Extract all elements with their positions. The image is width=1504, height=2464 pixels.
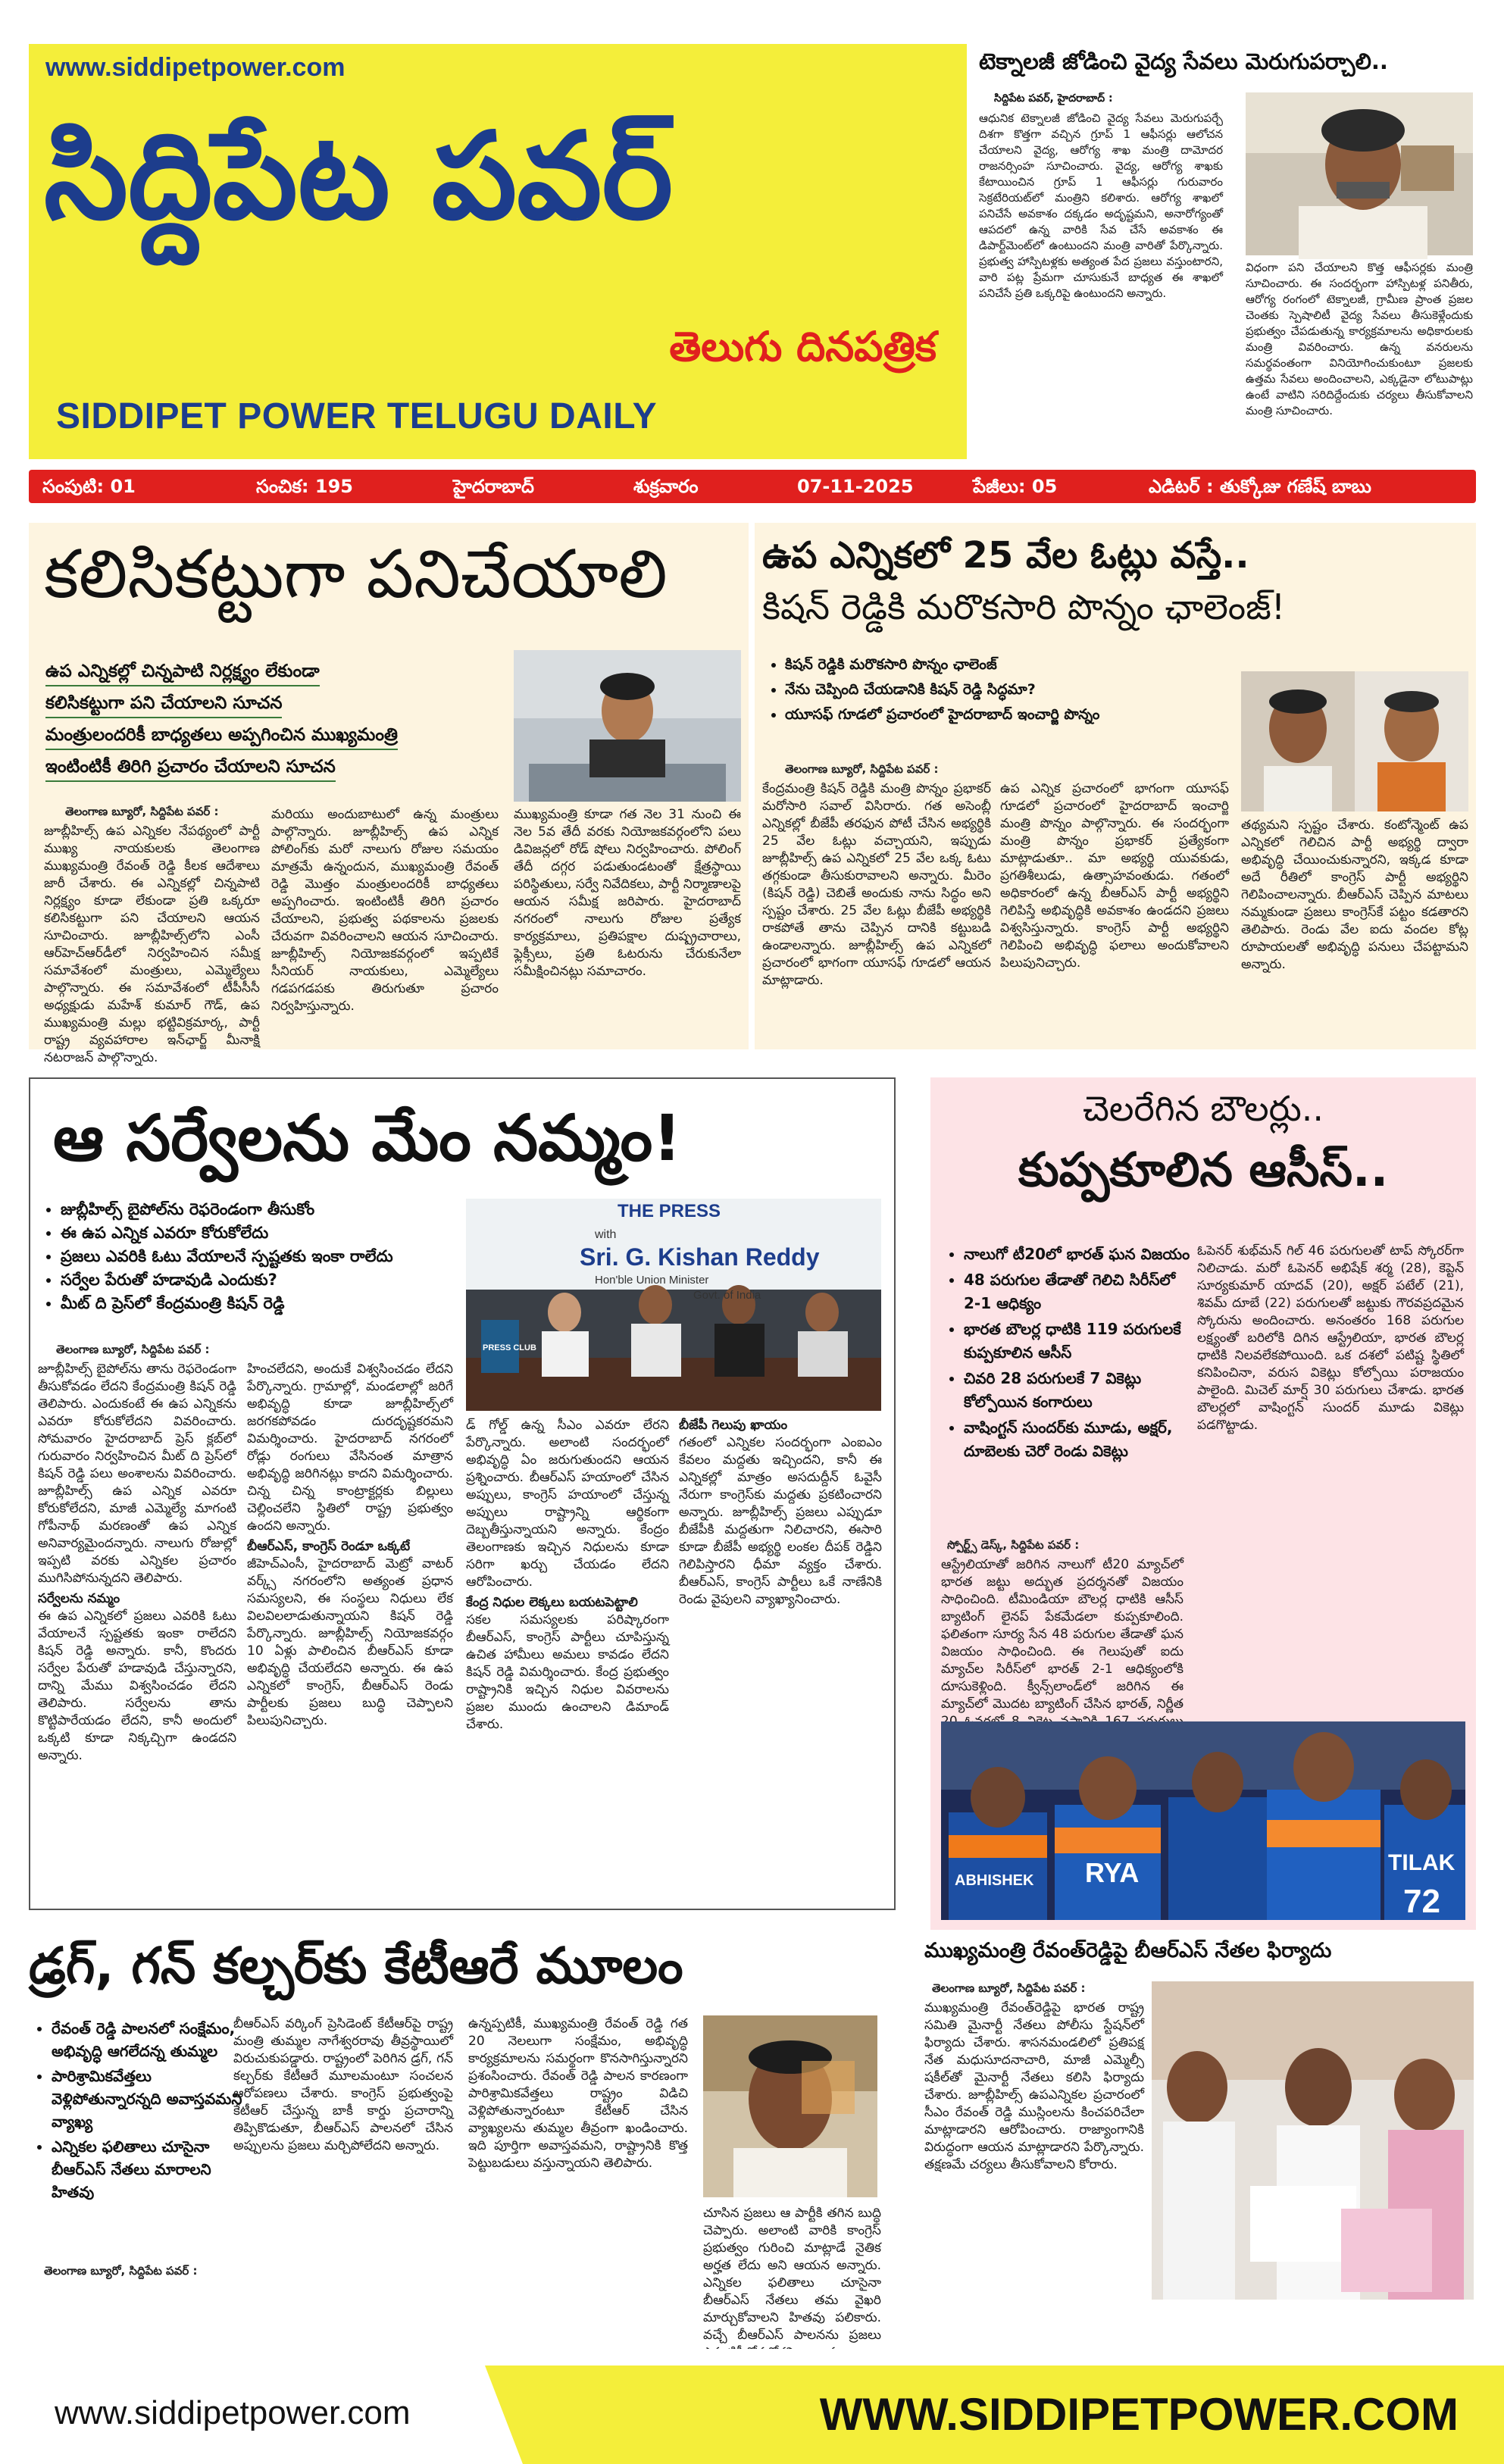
cricket-col1: ఆస్ట్రేలియాతో జరిగిన నాలుగో టీ20 మ్యాచ్‌లో భారత జట్టు అద్భుత ప్రదర్శనతో విజయం సాధించింది. టీమిండియా బౌలర్ల ధాటికి ఆసీస్ బ్యాటింగ్ లైనప్ పేకమేడలా కుప్పకూలింది. ఫలితంగా సూర్య సేన 48 పరుగుల తేడాతో ఘన విజయం సాధించింది. ఈ గెలుపుతో ఐదు మ్యాచ్‌ల సిరీస్‌లో భారత్ 2-1 ఆధిక్యంలోకి దూసుకెళ్లింది. క్వీన్స్‌లాండ్‌లో జరిగిన ఈ మ్యాచ్‌లో మొదట బ్యాటింగ్ చేసిన భారత్, నిర్ణీత bbox=[941, 1557, 1184, 1712]
story-right-col2: ఉప ఎన్నిక ప్రచారంలో భాగంగా యూసఫ్ గూడలో ప్రచారంలో హైదరాబాద్ ఇంచార్జి మంత్రి పొన్నం పాల్గొన్నారు. ఈ సందర్భంగా మంత్రి పొన్నం ప్రభాకర్ ప్రత్యేకంగా మాట్లాడుతూ.. మా అభ్యర్థి యువకుడు, ప్రగతిశీలుడు, ఉత్సాహవంతుడు. గతంలో అధికారంలో ఉన్న బీఆర్ఎస్ పార్టీ అభ్యర్థిని గెలిపిస్తే అభివృద్ధికి అవకాశం ఉండదని ప్రజలు విశ్వసిస్తున్నారు. కాంగ్రెస్ పార్టీ అభ్యర్థిని గెలిపించి అభివృద్ధి ఫలాలు అందుకోవాలని పిలుపునిచ్చారు. bbox=[1000, 781, 1229, 971]
jersey-text: RYA bbox=[1085, 1857, 1140, 1888]
brs-leaders-photo bbox=[1152, 1981, 1474, 2300]
cricket-kicker: చెలరేగిన బౌలర్లు.. bbox=[1082, 1088, 1324, 1129]
survey-subhead: కేంద్ర నిధుల లెక్కలు బయటపెట్టాలి bbox=[466, 1595, 638, 1610]
info-issue: సంచిక: 195 bbox=[256, 476, 353, 497]
survey-bullet: • జుబ్లీహిల్స్ బైపోల్‌ను రెఫరెండంగా తీసుకోం bbox=[61, 1199, 485, 1220]
jersey-text: ABHISHEK bbox=[955, 1872, 1034, 1889]
story-left-subhead: ఇంటింటికీ తిరిగి ప్రచారం చేయాలని సూచన bbox=[45, 753, 336, 782]
survey-subhead: బీఆర్ఎస్, కాంగ్రెస్ రెండూ ఒక్కటే bbox=[247, 1539, 411, 1554]
story-left-byline: తెలంగాణ బ్యూరో, సిద్దిపేట పవర్ : bbox=[65, 805, 219, 818]
story-right-col3: తథ్యమని స్పష్టం చేశారు. కంటోన్మెంట్ ఉప ఎన్నికలో గెలిచిన పార్టీ అభ్యర్థి ద్వారా అభివృద్ధి చేయించుకున్నారని, ఇక్కడ కూడా అదే రీతిలో కాంగ్రెస్ పార్టీ అభ్యర్థిని గెలిపించాలన్నారు. బీఆర్ఎస్ చెప్పిన మాటలు నమ్మకుండా ప్రజలు కాంగ్రెస్‌కే పట్టం కడతారని తెలిపారు. రెండు వేల ఐదు వందల కోట్ల రూపాయలతో అభివృద్ధి పనులు చేపట్టామని అన్నారు. bbox=[1241, 818, 1468, 972]
survey-bullet: • సర్వేల పేరుతో హడావుడి ఎందుకు? bbox=[61, 1269, 485, 1290]
cricket-bullet: • వాషింగ్టన్ సుందర్‌కు మూడు, అక్షర్, దూబెలకు చెరో రెండు వికెట్లు bbox=[964, 1416, 1191, 1463]
complaint-story bbox=[924, 1936, 1477, 2303]
story-left-col3: ముఖ్యమంత్రి కూడా గత నెల 31 నుంచి ఈ నెల 5వ తేదీ వరకు నియోజకవర్గంలోని పలు డివిజన్లలో రోడ్ షోలు నిర్వహించారు. పోలింగ్ తేదీ దగ్గర పడుతుండటంతో క్షేత్రస్థాయి పరిస్థితులు, సర్వే నివేదికలు, పార్టీ నిర్మాణాలపై ఆయన సమీక్ష జరిపారు. హైదరాబాద్ నగరంలో నాలుగు రోజుల ప్రత్యేక కార్యక్రమాలు, ప్రతిపక్షాల దుష్ప్రచారాలు, ఫ్లెక్సీలు, ప్రతి ఓటరును చేరుకునేలా సమీక్షించినట్లు సమాచారం. bbox=[514, 807, 741, 979]
cricket-bullet: • నాలుగో టీ20లో భారత్ ఘన విజయం bbox=[964, 1243, 1191, 1266]
cricket-headline: కుప్పకూలిన ఆసీస్.. bbox=[1018, 1142, 1389, 1197]
survey-bullet: • ఈ ఉప ఎన్నిక ఎవరూ కోరుకోలేదు bbox=[61, 1222, 485, 1243]
story-left-col2: మరియు అందుబాటులో ఉన్న మంత్రులు పాల్గొన్నారు. జూబ్లీహిల్స్ ఉప ఎన్నిక పోలింగ్‌కు మరో నాలుగు రోజుల సమయం మాత్రమే ఉన్నందున, ముఖ్యమంత్రి రేవంత్ రెడ్డి మొత్తం మంత్రులందరికీ బాధ్యతలు అప్పగించారు. ఇంటింటికీ తిరిగి ప్రచారం చేయాలని, ప్రభుత్వ పథకాలను ప్రజలకు చేరువగా వివరించాలని ఆయన సూచించారు. జూబ్లీహిల్స్ నియోజకవర్గంలో ఇప్పటికే సీనియర్ నాయకులు, ఎమ్మెల్యేలు గడపగడపకు తిరుగుతూ ప్రచారం నిర్వహిస్తున్నారు. bbox=[271, 807, 499, 1014]
survey-col2 bbox=[247, 1361, 453, 1903]
minister-photo bbox=[1246, 92, 1473, 255]
cricket-team-photo bbox=[941, 1721, 1465, 1920]
survey-bullets bbox=[38, 1199, 485, 1316]
story-left-subhead: ఉప ఎన్నికల్లో చిన్నపాటి నిర్లక్ష్యం లేకుండా bbox=[45, 658, 320, 686]
drug-byline: తెలంగాణ బ్యూరో, సిద్దిపేట పవర్ : bbox=[44, 2264, 198, 2278]
info-day: శుక్రవారం bbox=[633, 476, 699, 497]
survey-col3-text: డ్ గోల్డ్ ఉన్న సీఎం ఎవరూ లేరని పేర్కొన్నారు. అలాంటి సందర్భంలో అభివృద్ధి ఏం జరుగుతుందని ఆయన ప్రశ్నించారు. బీఆర్ఎస్ హయాంలో చేసిన అప్పులు, కాంగ్రెస్ హయాంలో చేస్తున్న అప్పులు రాష్ట్రాన్ని ఆర్థికంగా దెబ్బతీస్తున్నాయని అన్నారు. కేంద్రం తెలంగాణకు ఇచ్చిన నిధులను కూడా సరిగా ఖర్చు చేయడం లేదని ఆరోపించారు. bbox=[466, 1418, 669, 1590]
story-right-bullets bbox=[762, 653, 1255, 728]
story-left bbox=[29, 523, 749, 1065]
survey-col1-text: జూబ్లీహిల్స్ బైపోల్‌ను తాను రెఫరెండంగా తీసుకోవడం లేదని కేంద్రమంత్రి కిషన్ రెడ్డి తెలిపారు. ఎందుకంటే ఈ ఉప ఎన్నికను ఎవరూ కోరుకోలేదని వివరించారు. సోమవారం హైదరాబాద్ ప్రెస్ క్లబ్‌లో గురువారం నిర్వహించిన మీట్ ది ప్రెస్‌లో కిషన్ రెడ్డి పలు అంశాలను వివరించారు. జూబ్లీహిల్స్ ఉప ఎన్నిక ఎవరూ కోరుకోలేదని, మాజీ ఎమ్మెల్యే మాగంటి గోపీనాథ్ మరణంతో ఉప ఎన్నిక అనివార్యమైందన్నారు. నాలుగు రోజుల్లో ఇప్పటి వరకు ఎన్నికల ప్రచారం ముగిసిపోనున్నదని తెలిపారు. bbox=[38, 1362, 236, 1586]
footer-website-small[interactable]: www.siddipetpower.com bbox=[55, 2394, 411, 2431]
drug-col2: ఉన్నప్పటికీ, ముఖ్యమంత్రి రేవంత్ రెడ్డి గత 20 నెలలుగా సంక్షేమం, అభివృద్ధి కార్యక్రమాలను సమర్థంగా కొనసాగిస్తున్నారని ప్రశంసించారు. రేవంత్ రెడ్డి పాలన కారణంగా పారిశ్రామికవేత్తలు రాష్ట్రం విడిచి వెళ్లిపోతున్నారంటూ కేటీఆర్ చేసిన వ్యాఖ్యలను తుమ్మల తీవ్రంగా ఖండించారు. ఇది పూర్తిగా అవాస్తవమని, రాష్ట్రానికి కొత్త పెట్టుబడులు వస్తున్నాయని తెలిపారు. bbox=[468, 2016, 688, 2171]
survey-bullet: • ప్రజలు ఎవరికి ఓటు వేయాలనే స్పష్టతకు ఇంకా రాలేదు bbox=[61, 1246, 485, 1267]
drug-story bbox=[29, 1932, 900, 2343]
info-editor: ఎడిటర్ : తుక్కోజు గణేష్ బాబు bbox=[1149, 476, 1371, 497]
masthead-tagline: తెలుగు దినపత్రిక bbox=[669, 323, 936, 371]
story-right-bullet: • కిషన్ రెడ్డికి మరొకసారి పొన్నం ఛాలెంజ్ bbox=[785, 653, 1255, 676]
drug-bullets bbox=[29, 2017, 250, 2206]
complaint-headline: ముఖ్యమంత్రి రేవంత్‌రెడ్డిపై బీఆర్ఎస్ నేతల ఫిర్యాదు bbox=[924, 1939, 1332, 1962]
top-right-headline: టెక్నాలజీ జోడించి వైద్య సేవలు మెరుగుపర్చాలి.. bbox=[979, 48, 1388, 74]
masthead bbox=[29, 44, 967, 459]
cricket-col2: ఓపెనర్ శుభ్‌మన్ గిల్ 46 పరుగులతో టాప్ స్కోరర్‌గా నిలిచాడు. మరో ఓపెనర్ అభిషేక్ శర్మ (28), కెప్టెన్ సూర్యకుమార్ యాదవ్ (20), అక్షర్ పటేల్ (21), శివమ్ దూబే (22) పరుగులతో జట్టుకు గౌరవప్రదమైన స్కోరును అందించారు. అనంతరం 168 పరుగుల లక్ష్యంతో బరిలోకి దిగిన ఆస్ట్రేలియా, భారత బౌలర్ల ధాటికి నిలవలేకపోయింది. ఒక దశలో పటిష్ట స్థితిలో కనిపించినా, వరుస వికెట్లు కోల్పోయి పరాజయం పాలైంది. మిచెల్ మార్ష్ 30 పరుగులు చేశాడు. భారత బౌలర్లలో వాషింగ్టన్ సుందర్ మూడు వికెట్లు పడగొట్టాడు. bbox=[1197, 1243, 1464, 1433]
story-left-subheads bbox=[45, 658, 515, 782]
survey-headline: ఆ సర్వేలను మేం నమ్మం! bbox=[53, 1101, 682, 1175]
drug-bullet: • పారిశ్రామికవేత్తలు వెళ్లిపోతున్నారన్నది అవాస్తవమని వ్యాఖ్య bbox=[52, 2065, 250, 2133]
info-city: హైదరాబాద్ bbox=[453, 476, 534, 497]
survey-col1 bbox=[38, 1361, 236, 1903]
survey-bullet: • మీట్ ది ప్రెస్‌లో కేంద్రమంత్రి కిషన్ రెడ్డి bbox=[61, 1293, 485, 1314]
survey-col2-text: హించలేదని, అందుకే విశ్వసించడం లేదని పేర్కొన్నారు. గ్రామాల్లో, మండలాల్లో జరిగే అభివృద్ధి కూడా జూబ్లీహిల్స్‌లో జరగకపోవడం దురదృష్టకరమని విమర్శించారు. హైదరాబాద్ నగరంలో రోడ్లు రంగులు వేసినంత మాత్రాన అభివృద్ధి జరిగినట్లు కాదని విమర్శించారు. చిన్న చిన్న కాంట్రాక్టర్లకు బిల్లులు చెల్లించలేని స్థితిలో రాష్ట్ర ప్రభుత్వం ఉందని అన్నారు. bbox=[247, 1362, 453, 1534]
story-right-bullet: • యూసఫ్ గూడలో ప్రచారంలో హైదరాబాద్ ఇంచార్జి పొన్నం bbox=[785, 703, 1255, 726]
footer-website-large[interactable]: WWW.SIDDIPETPOWER.COM bbox=[819, 2389, 1459, 2440]
top-right-byline: సిద్దిపేట పవర్, హైదరాబాద్ : bbox=[994, 92, 1113, 105]
press-banner-text: Sri. G. Kishan Reddy bbox=[580, 1243, 820, 1271]
info-volume: సంపుటి: 01 bbox=[42, 476, 136, 497]
cricket-story bbox=[930, 1077, 1476, 1930]
survey-byline: తెలంగాణ బ్యూరో, సిద్దిపేట పవర్ : bbox=[56, 1343, 210, 1356]
top-right-col2: విధంగా పని చేయాలని కొత్త ఆఫీసర్లకు మంత్రి సూచించారు. ఈ సందర్భంగా హాస్పిటళ్ల పనితీరు, ఆరోగ్య రంగంలో టెక్నాలజీ, గ్రామీణ ప్రాంత ప్రజల చెంతకు స్పెషాలిటీ వైద్య సేవలు తీసుకెళ్లేందుకు ప్రభుత్వం చేపడుతున్న కార్యక్రమాలను అధికారులకు మంత్రి వివరించారు. ఉన్న వనరులను సమర్థవంతంగా వినియోగించుకుంటూ ప్రజలకు ఉత్తమ సేవలు అందించాలని, ఎక్కడైనా లోటుపాట్లు ఉంటే వాటిని సరిదిద్దేందుకు చర్యలు తీసుకోవాలని మంత్రి సూచించారు. bbox=[1246, 261, 1473, 417]
story-left-subhead: మంత్రులందరికీ బాధ్యతలు అప్పగించిన ముఖ్యమంత్రి bbox=[45, 721, 398, 750]
story-left-subhead: కలిసికట్టుగా పని చేయాలని సూచన bbox=[45, 689, 282, 718]
top-right-story bbox=[979, 44, 1475, 459]
top-right-col1: ఆధునిక టెక్నాలజీ జోడించి వైద్య సేవలు మెరుగుపర్చే దిశగా కొత్తగా వచ్చిన గ్రూప్‌ 1 ఆఫీసర్లు ఆలోచన చేయాలని వైద్య, ఆరోగ్య శాఖ మంత్రి దామోదర రాజనర్సింహ సూచించారు. వైద్య, ఆరోగ్య శాఖకు కేటాయించిన గ్రూప్‌ 1 ఆఫీసర్లు గురువారం సెక్రటేరియట్‌లో మంత్రిని కలిశారు. ఆరోగ్య శాఖలో పనిచేసే అవకాశం దక్కడం అదృష్టమని, అనారోగ్యంతో ఆపదలో ఉన్న వారికి సేవ చేసే అవకాశం ఈ డిపార్ట్‌మెంట్‌లో ఉంటుందని మంత్రి వారితో పేర్కొన్నారు. ప్రభుత్వ హాస్పిటళ్లకు అత్యంత పేద ప్రజలు వస్తుంటారని, వారి పట్ల ప్రేమగా చూసుకునే బాధ్యత ఈ శాఖలో పనిచేసే ప్రతి ఒక్కరిపై ఉంటుందని అన్నారు. bbox=[979, 111, 1223, 300]
complaint-text: ముఖ్యమంత్రి రేవంత్‌రెడ్డిపై భారత రాష్ట్ర సమితి మైనార్టీ నేతలు పోలీసు స్టేషన్‌లో ఫిర్యాదు చేశారు. శాసనమండలిలో ప్రతిపక్ష నేత మధుసూదనాచారి, మాజీ ఎమ్మెల్సీ షకీల్‌తో మైనార్టీ నేతలు కలిసి ఫిర్యాదు చేశారు. జూబ్లీహిల్స్ ఉపఎన్నికల ప్రచారంలో సీఎం రేవంత్ రెడ్డి ముస్లింలను కించపరిచేలా మాట్లాడారని ఆరోపించారు. రాజ్యాంగానికి విరుద్ధంగా ఆయన మాట్లాడారని పేర్కొన్నారు. తక్షణమే చర్యలు తీసుకోవాలని కోరారు. bbox=[924, 2000, 1144, 2172]
jersey-text: 72 bbox=[1403, 1883, 1440, 1920]
story-right-headline-2: కిషన్ రెడ్డికి మరొకసారి పొన్నం ఛాలెంజ్! bbox=[762, 586, 1286, 627]
cricket-byline: స్పోర్ట్స్ డెస్క్, సిద్దిపేట పవర్ : bbox=[947, 1538, 1080, 1552]
info-pages: పేజీలు: 05 bbox=[973, 476, 1058, 497]
survey-col4 bbox=[679, 1417, 882, 1903]
info-bar bbox=[29, 470, 1476, 503]
survey-subhead: సర్వేలను నమ్మం bbox=[38, 1591, 120, 1606]
story-left-col1: జూబ్లీహిల్స్‌ ఉప ఎన్నికల నేపథ్యంలో పార్టీ ముఖ్య నాయకులకు తెలంగాణ ముఖ్యమంత్రి రేవంత్ రెడ్డి కీలక ఆదేశాలు జారీ చేశారు. ఈ ఎన్నికల్లో చిన్నపాటి నిర్లక్ష్యం కూడా లేకుండా ప్రతి ఒక్కరూ కలిసికట్టుగా పని చేయాలని ఆయన సూచించారు. జూబ్లీహిల్స్‌లోని ఎంసీ ఆర్‌హెచ్‌ఆర్‌డీలో నిర్వహించిన సమీక్ష సమావేశంలో మంత్రులు, ఎమ్మెల్యేలు పాల్గొన్నారు. ఈ సమావేశంలో టీపీసీసీ అధ్యక్షుడు మహేశ్ కుమార్ గౌడ్, ఉప ముఖ్యమంత్రి మల్లు భట్టివిక్రమార్క, పార్టీ రాష్ట్ర వ్యవహారాల ఇన్‌ఛార్జ్ మీనాక్షి నటరాజన్ పాల్గొన్నారు. bbox=[44, 824, 260, 1065]
info-date: 07-11-2025 bbox=[797, 476, 914, 497]
survey-col4-text: గతంలో ఎన్నికల సందర్భంగా ఎంఐఎం కేవలం మద్దతు ఇచ్చిందని, కానీ ఈ ఎన్నికల్లో మాత్రం అసదుద్దీన్ ఓవైసీ నేరుగా కాంగ్రెస్‌కు మద్దతు ప్రకటించారని అన్నారు. జూబ్లీహిల్స్ ప్రజలు ఎప్పుడూ బీజేపీకి మద్దతుగా నిలిచారని, ఈసారి కూడా బీజేపీ అభ్యర్థి లంకల దీపక్ రెడ్డిని గెలిపిస్తారని ధీమా వ్యక్తం చేశారు. బీఆర్ఎస్, కాంగ్రెస్ పార్టీలు ఒకే నాణేనికి రెండు వైపులని వ్యాఖ్యానించారు. bbox=[679, 1435, 882, 1607]
story-right-col1: కేంద్రమంత్రి కిషన్ రెడ్డికి మంత్రి పొన్నం ప్రభాకర్ మరోసారి సవాల్ విసిరారు. గత అసెంబ్లీ ఎన్నికల్లో బీజేపీ తరఫున పోటీ చేసిన అభ్యర్థికి 25 వేల ఓట్లు వచ్చాయని, ఇప్పుడు జూబ్లీహిల్స్ ఉప ఎన్నికలో 25 వేల ఒక్క ఓటు తగ్గకుండా తీసుకురావాలని అన్నారు. మీరెం (కిషన్ రెడ్డి) చెబితే అందుకు నాను సిద్ధం అని స్పష్టం చేశారు. 25 వేల ఓట్లు బీజేపీ అభ్యర్థికి రాకపోతే తాను చెప్పిన దానికి కట్టుబడి ఉండాలన్నారు. జూబ్లీహిల్స్ ఉప ఎన్నికలో ప్రచారంలో భాగంగా యూసఫ్ గూడలో ఆయన మాట్లాడారు. bbox=[762, 781, 991, 988]
drug-bullet: • రేవంత్ రెడ్డి పాలనలో సంక్షేమం, అభివృద్ధి ఆగలేదన్న తుమ్మల bbox=[52, 2017, 250, 2062]
cricket-bullet: • భారత బౌలర్ల ధాటికి 119 పరుగులకే కుప్పకూలిన ఆసీస్ bbox=[964, 1318, 1191, 1365]
story-right-headline-1: ఉప ఎన్నికలో 25 వేల ఓట్లు వస్తే.. bbox=[762, 534, 1249, 577]
cm-photo bbox=[514, 650, 741, 802]
cricket-bullet: • 48 పరుగుల తేడాతో గెలిచి సిరీస్‌లో 2-1 ఆధిక్యం bbox=[964, 1268, 1191, 1315]
drug-bullet: • ఎన్నికల ఫలితాలు చూసైనా బీఆర్ఎస్ నేతలు మారాలని హితవు bbox=[52, 2135, 250, 2203]
story-right-byline: తెలంగాణ బ్యూరో, సిద్దిపేట పవర్ : bbox=[785, 762, 939, 776]
press-meet-photo bbox=[466, 1199, 881, 1411]
survey-col2b-text: జీహెచ్ఎంసీ, హైదరాబాద్ మెట్రో వాటర్ వర్క్స్ నగరంలోని అత్యంత ప్రధాన సమస్యలని, ఈ సంస్థలు నిధులు లేక విలవిలలాడుతున్నాయని కిషన్ రెడ్డి పేర్కొన్నారు. జూబ్లీహిల్స్ నియోజకవర్గం 10 ఏళ్లు పాలించిన బీఆర్ఎస్ కూడా అభివృద్ధి చేయలేదని అన్నారు. ఈ ఉప ఎన్నికలో కాంగ్రెస్, బీఆర్ఎస్ రెండు పార్టీలకు ప్రజలు బుద్ధి చెప్పాలని పిలుపునిచ్చారు. bbox=[247, 1556, 453, 1728]
drug-headline: డ్రగ్, గన్ కల్చర్‌కు కేటీఆరే మూలం bbox=[29, 1937, 683, 1995]
drug-col3: చూసిన ప్రజలు ఆ పార్టీకి తగిన బుద్ధి చెప్పారు. అలాంటి వారికి కాంగ్రెస్ ప్రభుత్వం గురించి మాట్లాడే నైతిక అర్హత లేదు అని ఆయన అన్నారు. ఎన్నికల ఫలితాలు చూసైనా బీఆర్ఎస్ నేతలు తమ వైఖరి మార్చుకోవాలని హితవు పలికారు. వచ్చే బీఆర్ఎస్ పాలనను ప్రజలు bbox=[703, 2206, 881, 2343]
ponnam-photo bbox=[1241, 671, 1468, 811]
story-right-bullet: • నేను చెప్పింది చేయడానికి కిషన్ రెడ్డి సిద్ధమా? bbox=[785, 678, 1255, 701]
masthead-title: సిద్దిపేట పవర్ bbox=[44, 107, 674, 246]
masthead-english-name: SIDDIPET POWER TELUGU DAILY bbox=[56, 396, 658, 436]
masthead-website[interactable]: www.siddipetpower.com bbox=[45, 53, 346, 82]
cricket-bullet: • చివరి 28 పరుగులకే 7 వికెట్లు కోల్పోయిన కంగారులు bbox=[964, 1367, 1191, 1414]
story-left-headline: కలిసికట్టుగా పనిచేయాలి bbox=[44, 535, 668, 613]
press-banner-text: with bbox=[595, 1228, 617, 1241]
press-banner-text: Hon'ble Union Minister bbox=[595, 1274, 709, 1287]
press-club-text: PRESS CLUB bbox=[483, 1343, 536, 1352]
press-banner-text: THE PRESS bbox=[618, 1201, 721, 1221]
complaint-byline: తెలంగాణ బ్యూరో, సిద్దిపేట పవర్ : bbox=[932, 1981, 1086, 1995]
survey-subhead: బీజేపీ గెలుపు ఖాయం bbox=[679, 1418, 788, 1433]
drug-col1: బీఆర్ఎస్ వర్కింగ్ ప్రెసిడెంట్ కేటీఆర్‌పై రాష్ట్ర మంత్రి తుమ్మల నాగేశ్వరరావు తీవ్రస్థాయిలో విరుచుకుపడ్డారు. రాష్ట్రంలో పెరిగిన డ్రగ్, గన్ కల్చర్‌కు కేటీఆరే మూలమంటూ సంచలన ఆరోపణలు చేశారు. కాంగ్రెస్ ప్రభుత్వంపై కేటీఆర్ చేస్తున్న బాకీ కార్డు ప్రచారాన్ని తిప్పికొడుతూ, బీఆర్ఎస్ పాలనలో చేసిన అప్పులను ప్రజలు మర్చిపోలేదని అన్నారు. bbox=[233, 2016, 453, 2153]
survey-col3b-text: సకల సమస్యలకు పరిష్కారంగా బీఆర్ఎస్, కాంగ్రెస్ పార్టీలు చూపిస్తున్న ఉచిత హామీలు అమలు కావడం లేదని కిషన్ రెడ్డి విమర్శించారు. కేంద్ర ప్రభుత్వం రాష్ట్రానికి ఇచ్చిన నిధుల వివరాలను ప్రజల ముందు ఉంచాలని డిమాండ్ చేశారు. bbox=[466, 1612, 669, 1732]
survey-story bbox=[29, 1077, 896, 1910]
survey-col3 bbox=[466, 1417, 669, 1903]
story-right bbox=[755, 523, 1476, 1049]
cricket-bullets bbox=[941, 1243, 1191, 1465]
tummala-photo bbox=[703, 2015, 877, 2197]
jersey-text: TILAK bbox=[1388, 1850, 1456, 1875]
footer bbox=[0, 2349, 1504, 2464]
survey-col1b-text: ఈ ఉప ఎన్నికలో ప్రజలు ఎవరికి ఓటు వేయాలనే స్పష్టతకు ఇంకా రాలేదని కిషన్ రెడ్డి అన్నారు. కానీ, కొందరు సర్వేల పేరుతో హడావుడి చేస్తున్నారని, దాన్ని మేము విశ్వసించడం లేదని తెలిపారు. సర్వేలను తాను కొట్టిపారేయడం లేదని, కానీ అందులో ఒక్కటి కూడా నిక్కచ్చిగా ఉండదని అన్నారు. bbox=[38, 1609, 236, 1763]
press-banner-text: Govt. of India bbox=[693, 1289, 761, 1302]
